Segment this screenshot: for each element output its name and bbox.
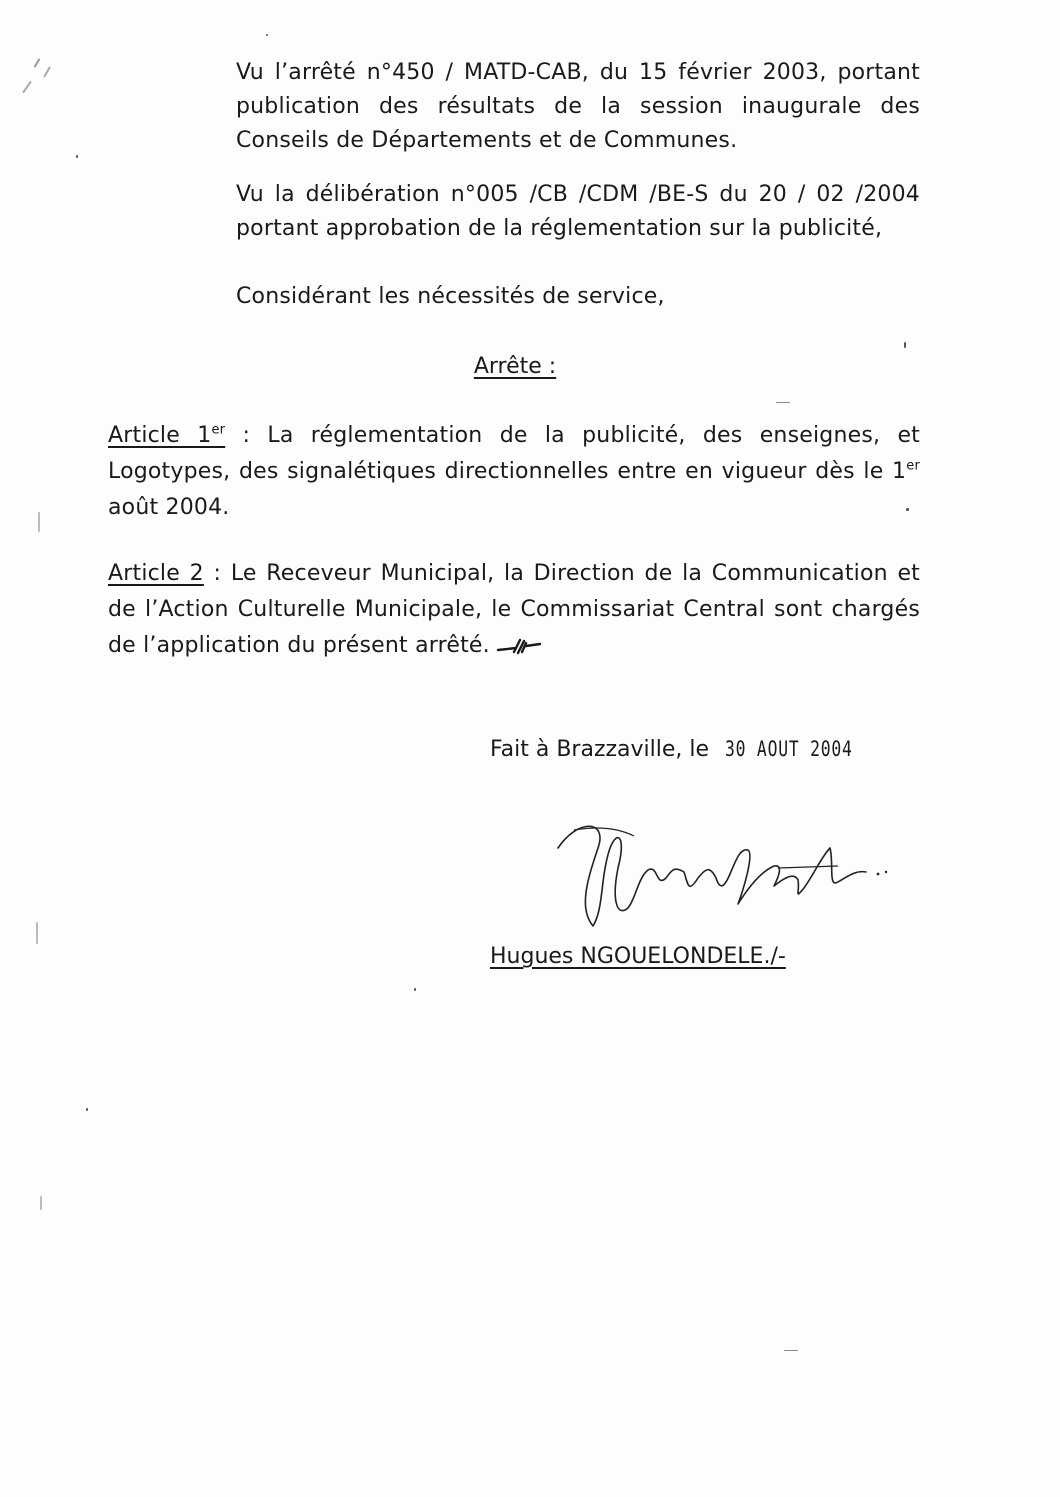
scan-speck bbox=[904, 342, 906, 348]
place-and-date bbox=[490, 732, 889, 767]
scan-speck bbox=[784, 1350, 798, 1351]
article-1-separator: : bbox=[225, 423, 268, 448]
scan-speck bbox=[22, 81, 32, 94]
scan-speck bbox=[906, 508, 909, 511]
scan-speck bbox=[86, 1108, 88, 1111]
scan-speck bbox=[776, 402, 790, 403]
place-date-text: Fait à Brazzaville, le bbox=[490, 737, 710, 762]
scan-speck bbox=[414, 988, 416, 991]
scan-speck bbox=[40, 1196, 42, 1210]
article-2-text: Le Receveur Municipal, la Direction de la Communication et de l’Action Culturelle Municipale, le Commissariat Central sont chargés de l’application du présent arrêté. bbox=[108, 561, 921, 658]
visa-paragraph-deliberation: Vu la délibération n°005 /CB /CDM /BE-S du 20 / 02 /2004 portant approbation de la réglementation sur la publicité, bbox=[236, 182, 920, 241]
scan-speck bbox=[38, 512, 40, 532]
stamped-date: 30 AOUT 2004 bbox=[725, 737, 853, 761]
article-2 bbox=[108, 556, 920, 664]
decision-heading bbox=[0, 350, 1030, 384]
scan-speck bbox=[266, 34, 268, 36]
article-2-separator: : bbox=[203, 561, 231, 586]
scan-speck bbox=[43, 66, 51, 77]
scan-speck bbox=[36, 922, 38, 944]
article-1-label-sup: er bbox=[211, 422, 226, 438]
handwritten-signature-icon bbox=[538, 808, 898, 938]
article-2-label: Article 2 bbox=[108, 561, 204, 586]
visa-paragraph-arrete: Vu l’arrêté n°450 / MATD-CAB, du 15 février 2003, portant publication des résultats de la session inaugurale des Conseils de Départements et de Communes. bbox=[236, 60, 920, 153]
considering-paragraph: Considérant les nécessités de service, bbox=[236, 284, 665, 309]
article-1-text: La réglementation de la publicité, des enseignes, et Logotypes, des signalétiques directionnelles entre en vigueur dès le 1 bbox=[108, 423, 921, 484]
signatory-name: Hugues NGOUELONDELE./- bbox=[490, 944, 786, 969]
scan-speck bbox=[34, 58, 41, 68]
article-1-text-sup: er bbox=[906, 458, 920, 474]
article-1-label-text: Article 1 bbox=[108, 423, 212, 448]
article-1-label bbox=[108, 423, 225, 448]
scan-speck bbox=[76, 155, 78, 158]
article-1-text-end: août 2004. bbox=[108, 495, 230, 520]
end-flourish-icon bbox=[496, 636, 542, 656]
decision-heading-text: Arrête : bbox=[473, 354, 557, 379]
article-1 bbox=[108, 418, 920, 526]
